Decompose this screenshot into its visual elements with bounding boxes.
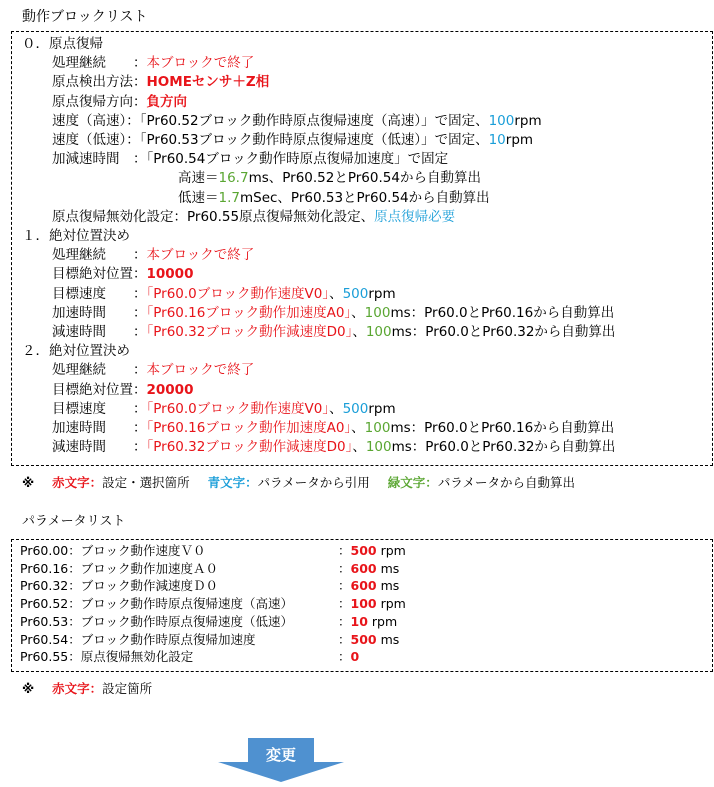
block-line bbox=[52, 285, 396, 303]
block-line bbox=[52, 323, 615, 341]
block-line-text: HOMEセンサ＋Z相 bbox=[146, 74, 270, 91]
param-value bbox=[338, 595, 406, 612]
block-line bbox=[52, 150, 448, 168]
block-line bbox=[52, 246, 254, 264]
param-value bbox=[338, 648, 359, 665]
block-line-text: 加速時間 ： bbox=[52, 304, 147, 321]
legend-blue-label: 青文字： bbox=[207, 475, 258, 490]
param-list-title: パラメータリスト bbox=[22, 514, 126, 529]
block-line-text: rpm bbox=[505, 132, 534, 148]
param-value bbox=[338, 577, 399, 594]
block-line-text: 原点検出方法： bbox=[52, 74, 147, 91]
param-colon: ： bbox=[338, 649, 351, 665]
block-line-text: 原点復帰無効化設定：Pr60.55原点復帰無効化設定、 bbox=[52, 208, 375, 225]
block-line-text: 100 bbox=[364, 304, 391, 321]
legend-mark: ※ bbox=[22, 475, 35, 490]
block-line-text: 「Pr60.16ブロック動作加速度A0」 bbox=[146, 304, 352, 321]
block-line-text: 減速時間 ： bbox=[52, 439, 147, 456]
block-line-text: 1.7 bbox=[218, 189, 240, 206]
block-line-text: 、 bbox=[329, 400, 343, 417]
param-value-number: 600 bbox=[350, 578, 377, 594]
block-line bbox=[52, 208, 455, 226]
param-value bbox=[338, 542, 406, 559]
block-line-text: 「Pr60.0ブロック動作速度V0」 bbox=[146, 400, 330, 417]
block-line bbox=[178, 169, 481, 187]
block-line-text: ms：Pr60.0とPr60.16から自動算出 bbox=[390, 420, 615, 436]
param-colon: ： bbox=[338, 596, 351, 612]
param-value-number: 500 bbox=[350, 631, 377, 647]
param-unit: rpm bbox=[376, 543, 406, 558]
block-line bbox=[52, 112, 542, 130]
block-line-text: 100 bbox=[365, 324, 392, 340]
block-line-text: mSec、Pr60.53とPr60.54から自動算出 bbox=[239, 189, 490, 206]
legend-blue-text: パラメータから引用 bbox=[257, 475, 370, 490]
block-line-text: 10 bbox=[488, 132, 506, 148]
param-value-number: 10 bbox=[350, 613, 368, 629]
block-line-text: 100 bbox=[488, 112, 515, 129]
legend-colors bbox=[22, 473, 575, 491]
block-line-text: 速度（高速）：「Pr60.52ブロック動作時原点復帰速度（高速）」で固定、 bbox=[52, 112, 489, 129]
block-line-text: 本ブロックで終了 bbox=[146, 362, 255, 379]
block-line-text: 処理継続 ： bbox=[52, 55, 147, 72]
block-line bbox=[22, 227, 130, 245]
param-value bbox=[338, 613, 397, 630]
block-line-text: 加減速時間 ：「Pr60.54ブロック動作時原点復帰加速度」で固定 bbox=[52, 151, 449, 168]
block-line-text: 、 bbox=[352, 324, 366, 340]
block-line-text: 処理継続 ： bbox=[52, 247, 147, 264]
block-line-text: 100 bbox=[365, 439, 392, 456]
legend-red-label: 赤文字： bbox=[52, 681, 103, 696]
param-name: Pr60.16：ブロック動作加速度Ａ０ bbox=[20, 560, 218, 576]
block-line-text: 10000 bbox=[146, 266, 194, 283]
block-line-text: ms、Pr60.52とPr60.54から自動算出 bbox=[248, 170, 481, 187]
legend-red-text: 設定箇所 bbox=[102, 681, 153, 696]
block-line-text: 、 bbox=[352, 439, 366, 456]
block-line bbox=[52, 131, 533, 149]
param-name: Pr60.32：ブロック動作減速度Ｄ０ bbox=[20, 578, 218, 594]
block-line-text: 「Pr60.32ブロック動作減速度D0」 bbox=[146, 439, 353, 456]
block-line-text: ms：Pr60.0とPr60.16から自動算出 bbox=[390, 304, 615, 321]
param-colon: ： bbox=[338, 578, 351, 594]
block-line-text: 「Pr60.32ブロック動作減速度D0」 bbox=[146, 324, 353, 340]
block-line-text: 目標絶対位置： bbox=[52, 381, 147, 398]
block-line-text: 、 bbox=[329, 285, 343, 302]
param-value-number: 0 bbox=[350, 649, 360, 665]
param-value bbox=[338, 560, 399, 577]
block-line-text: 500 bbox=[342, 400, 369, 417]
param-value bbox=[338, 631, 399, 648]
block-line-text: ２．絶対位置決め bbox=[22, 343, 130, 360]
block-line-text: 「Pr60.0ブロック動作速度V0」 bbox=[146, 285, 330, 302]
param-unit: ms bbox=[376, 560, 400, 576]
block-line bbox=[52, 73, 269, 91]
block-line-text: 、 bbox=[351, 420, 365, 436]
block-line bbox=[52, 361, 254, 379]
block-line-text: 本ブロックで終了 bbox=[146, 55, 255, 72]
block-line-text: 速度（低速）：「Pr60.53ブロック動作時原点復帰速度（低速）」で固定、 bbox=[52, 132, 489, 148]
block-line-text: rpm bbox=[514, 112, 542, 129]
block-line bbox=[178, 189, 490, 207]
param-value-number: 500 bbox=[350, 543, 377, 558]
block-line-text: 減速時間 ： bbox=[52, 324, 147, 340]
block-line-text: ms：Pr60.0とPr60.32から自動算出 bbox=[391, 439, 616, 456]
param-unit: ms bbox=[376, 631, 400, 647]
param-value-number: 600 bbox=[350, 560, 377, 576]
block-line-text: 負方向 bbox=[146, 93, 187, 110]
block-line-text: 100 bbox=[364, 420, 391, 436]
param-name: Pr60.52：ブロック動作時原点復帰速度（高速） bbox=[20, 596, 293, 612]
legend-red-text: 設定・選択箇所 bbox=[102, 475, 190, 490]
param-list-box bbox=[11, 539, 713, 672]
param-name: Pr60.00：ブロック動作速度Ｖ０ bbox=[20, 543, 206, 558]
block-line bbox=[52, 265, 193, 283]
block-line bbox=[22, 35, 103, 53]
change-label: 変更 bbox=[265, 746, 296, 764]
block-list-box bbox=[11, 31, 713, 466]
block-line-text: 処理継続 ： bbox=[52, 362, 147, 379]
block-line-text: 原点復帰方向： bbox=[52, 93, 147, 110]
param-unit: rpm bbox=[376, 596, 406, 612]
param-colon: ： bbox=[338, 631, 351, 647]
param-colon: ： bbox=[338, 543, 351, 558]
param-colon: ： bbox=[338, 613, 351, 629]
param-value-number: 100 bbox=[350, 596, 377, 612]
block-line-text: 原点復帰必要 bbox=[374, 208, 456, 225]
block-line-text: 500 bbox=[342, 285, 369, 302]
block-line bbox=[52, 381, 193, 399]
block-line-text: 16.7 bbox=[218, 170, 249, 187]
block-line-text: 高速＝ bbox=[178, 170, 219, 187]
legend-green-text: パラメータから自動算出 bbox=[437, 475, 575, 490]
block-line bbox=[52, 438, 615, 456]
block-line bbox=[22, 342, 130, 360]
block-line-text: 、 bbox=[351, 304, 365, 321]
block-line bbox=[52, 54, 254, 72]
param-colon: ： bbox=[338, 560, 351, 576]
block-line-text: 本ブロックで終了 bbox=[146, 247, 255, 264]
block-line-text: １．絶対位置決め bbox=[22, 228, 130, 244]
param-name: Pr60.53：ブロック動作時原点復帰速度（低速） bbox=[20, 613, 293, 629]
block-line-text: 目標速度 ： bbox=[52, 285, 147, 302]
block-line-text: 加速時間 ： bbox=[52, 420, 147, 436]
legend-red-label: 赤文字： bbox=[52, 475, 103, 490]
param-unit: ms bbox=[376, 578, 400, 594]
block-line-text: 低速＝ bbox=[178, 189, 219, 206]
param-unit: rpm bbox=[367, 613, 398, 629]
block-line-text: 「Pr60.16ブロック動作加速度A0」 bbox=[146, 420, 352, 436]
block-line bbox=[52, 400, 396, 418]
legend-green-label: 緑文字： bbox=[387, 475, 438, 490]
block-line-text: ms：Pr60.0とPr60.32から自動算出 bbox=[391, 324, 616, 340]
legend-settings bbox=[22, 679, 152, 697]
param-name: Pr60.54：ブロック動作時原点復帰加速度 bbox=[20, 631, 256, 647]
legend-mark: ※ bbox=[22, 681, 35, 696]
block-line-text: 目標絶対位置： bbox=[52, 266, 147, 283]
block-line-text: rpm bbox=[368, 400, 396, 417]
block-line-text: 目標速度 ： bbox=[52, 400, 147, 417]
block-line-text: 20000 bbox=[146, 381, 194, 398]
block-line-text: rpm bbox=[368, 285, 396, 302]
block-line-text: ０．原点復帰 bbox=[22, 36, 103, 52]
block-list-title: 動作ブロックリスト bbox=[22, 9, 148, 25]
block-line bbox=[52, 93, 187, 111]
block-line bbox=[52, 419, 614, 437]
block-line bbox=[52, 304, 614, 322]
param-name: Pr60.55：原点復帰無効化設定 bbox=[20, 649, 194, 665]
